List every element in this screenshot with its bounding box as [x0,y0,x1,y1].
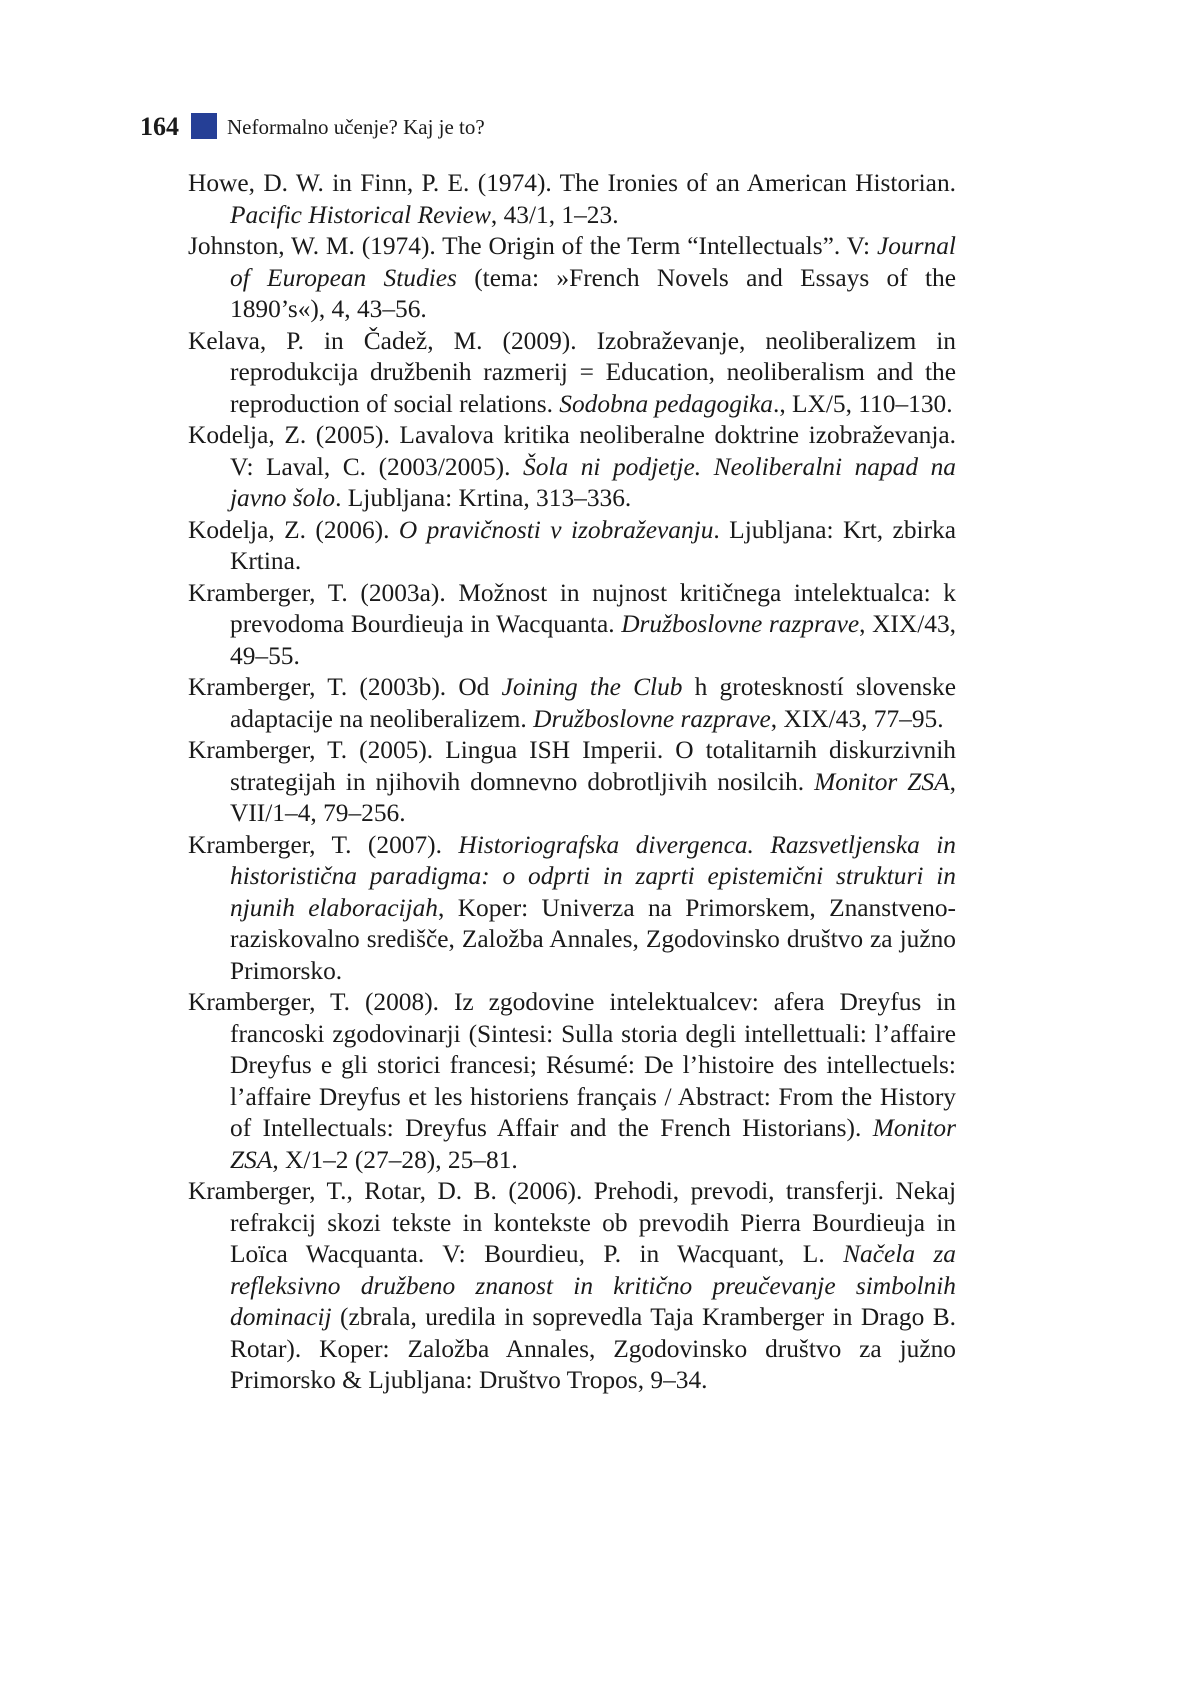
reference-entry [188,231,956,326]
reference-entry [188,1176,956,1397]
reference-text: . Ljubljana: Krtina, 313–336. [335,484,632,512]
reference-text: Howe, D. W. in Finn, P. E. (1974). The Ironies of an American Historian. [188,169,956,197]
reference-entry [188,326,956,421]
reference-text: Kramberger, T., Rotar, D. B. (2006). Prehodi, prevodi, transferji. Nekaj refrakcij skozi tekste in kontekste ob prevodih Pierra Bourdieuja in Loïca Wacquanta. V: Bourdieu, P. in Wacquant, L. [188,1177,956,1268]
reference-text: , 43/1, 1–23. [490,200,619,229]
reference-entry [188,987,956,1176]
reference-title-italic: Journal of European Studies [230,232,956,292]
page-number: 164 [140,112,179,141]
reference-text: . Ljubljana: Krt, zbirka Krtina. [230,515,956,575]
reference-text: ., LX/5, 110–130. [772,389,953,418]
reference-title-italic: Monitor ZSA [814,767,950,796]
reference-text: , XIX/43, 49–55. [230,610,956,670]
reference-text: Kramberger, T. (2005). Lingua ISH Imperii. O totalitarnih diskurzivnih strategijah in njihovih domnevno dobrotljivih nosilcih. [188,736,956,796]
reference-text: Kodelja, Z. (2006). [188,515,399,544]
reference-list [188,168,956,1397]
reference-text: , Koper: Univerza na Primorskem, Znanstveno-raziskovalno središče, Založba Annales, Zgodovinsko društvo za južno Primorsko. [230,893,956,985]
reference-title-italic: Družboslovne razprave [533,704,771,733]
reference-title-italic: Sodobna pedagogika [559,389,773,418]
reference-text: , X/1–2 (27–28), 25–81. [272,1145,518,1174]
reference-text: Kramberger, T. (2008). Iz zgodovine intelektualcev: afera Dreyfus in francoski zgodovinarji (Sintesi: Sulla storia degli intellettuali: l’affaire Dreyfus e gli storici francesi; Résumé: De l’histoire des intellectuels: l’affaire Dreyfus et les historiens français / Abstract: From the History of Intellectuals: Dreyfus Affair and the French Historians). [188,988,956,1142]
reference-entry [188,735,956,830]
running-header [140,112,485,142]
reference-text: Kramberger, T. (2003b). Od [188,673,502,701]
reference-entry [188,420,956,515]
reference-title-italic: Družboslovne razprave [621,610,860,638]
reference-text: Johnston, W. M. (1974). The Origin of the Term “Intellectuals”. V: [188,232,877,260]
reference-text: , XIX/43, 77–95. [770,704,944,733]
reference-text: (zbrala, uredila in soprevedla Taja Kramberger in Drago B. Rotar). Koper: Založba Annales, Zgodovinsko društvo za južno Primorsko & Ljubljana: Društvo Tropos, 9–34. [230,1303,956,1394]
reference-entry [188,830,956,988]
reference-entry [188,672,956,735]
running-title: Neformalno učenje? Kaj je to? [227,115,485,139]
reference-text: (tema: »French Novels and Essays of the 1890’s«), 4, 43–56. [230,263,956,323]
reference-title-italic: Načela za refleksivno družbeno znanost in kritično preučevanje simbolnih dominacij [230,1240,957,1331]
reference-title-italic: Šola ni podjetje. Neoliberalni napad na javno šolo [230,452,956,512]
reference-entry [188,515,956,578]
reference-text: Kodelja, Z. (2005). Lavalova kritika neoliberalne doktrine izobraževanja. V: Laval, C. (2003/2005). [188,421,956,481]
reference-entry [188,578,956,673]
chapter-marker-square [191,113,217,139]
reference-text: Kelava, P. in Čadež, M. (2009). Izobraževanje, neoliberalizem in reprodukcija družbenih razmerij = Education, neoliberalism and the reproduction of social relations. [188,326,956,418]
reference-text: h groteskností slovenske adaptacije na neoliberalizem. [230,673,956,733]
reference-text: Kramberger, T. (2003a). Možnost in nujnost kritičnega intelektualca: k prevodoma Bourdieuja in Wacquanta. [188,578,956,638]
reference-title-italic: Historiografska divergenca. Razsvetljenska in historistična paradigma: o odprti in zaprti epistemični strukturi in njunih elaboracijah [230,830,957,922]
reference-title-italic: O pravičnosti v izobraževanju [398,515,714,544]
reference-text: Kramberger, T. (2007). [188,830,459,859]
reference-title-italic: Joining the Club [501,673,683,701]
reference-text: , VII/1–4, 79–256. [230,767,956,827]
reference-title-italic: Monitor ZSA [230,1114,956,1174]
reference-title-italic: Pacific Historical Review [230,200,491,229]
reference-entry [188,168,956,231]
